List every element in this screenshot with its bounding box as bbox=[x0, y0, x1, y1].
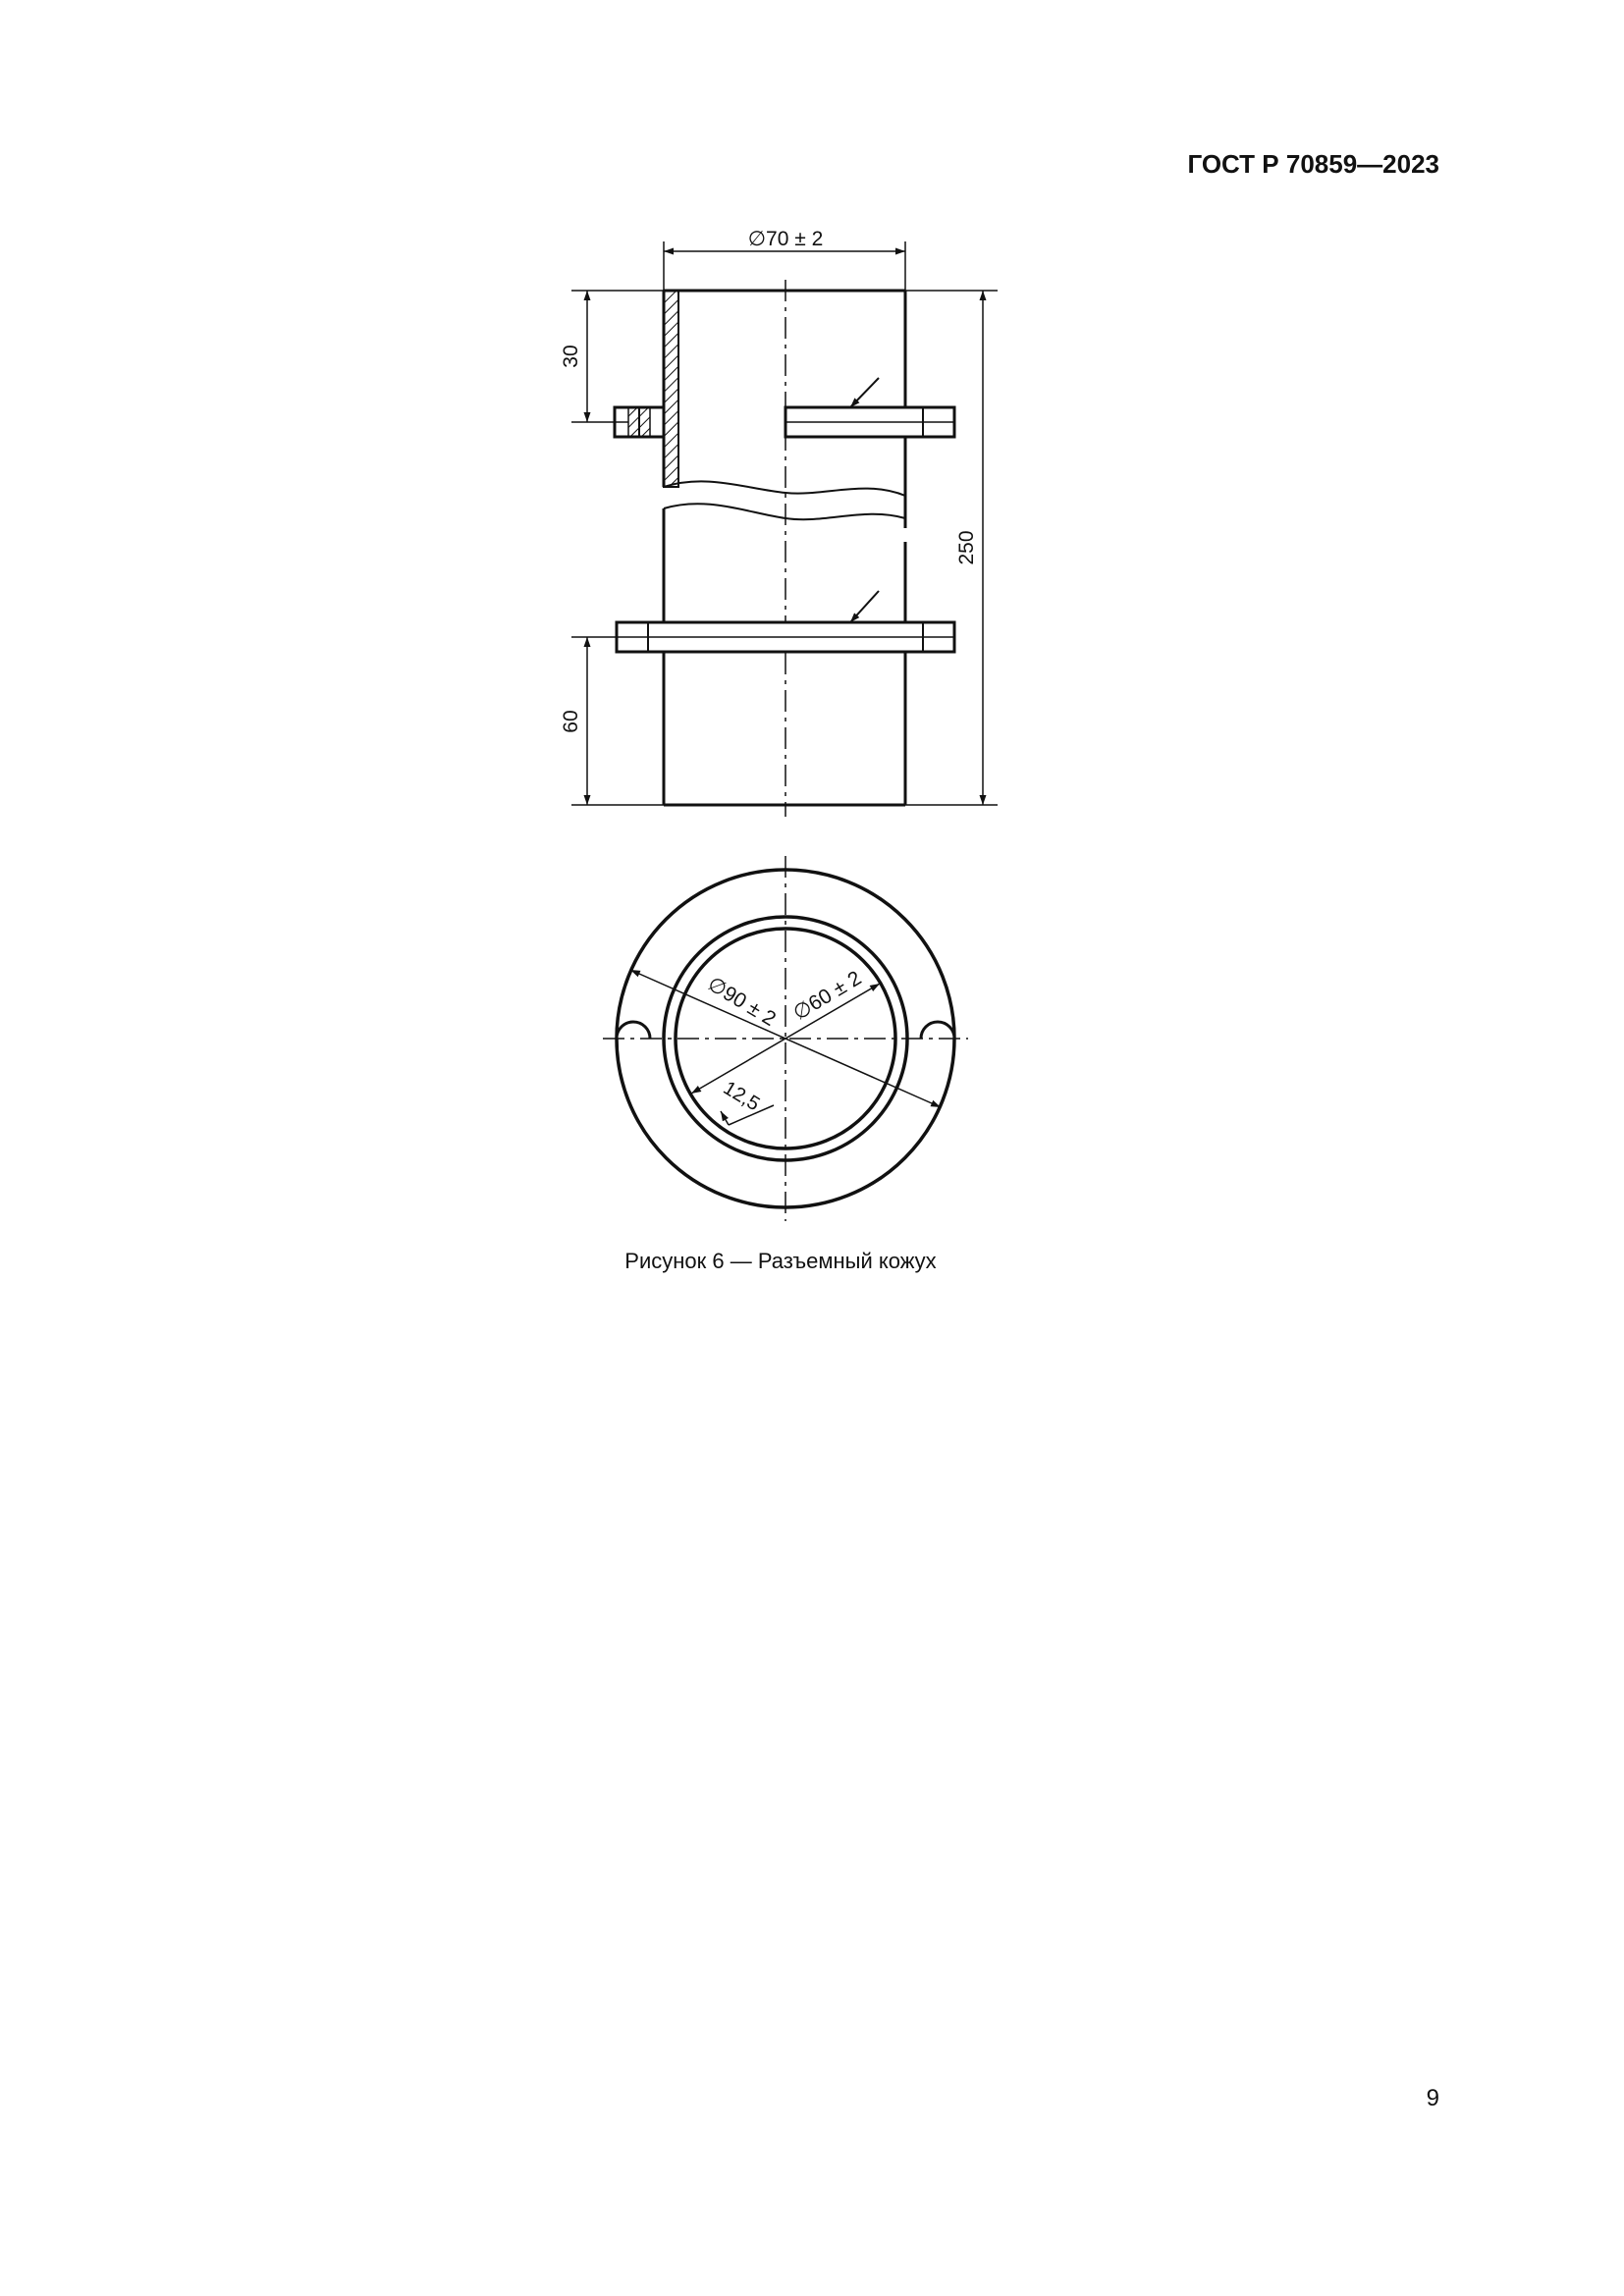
notch-left bbox=[617, 1022, 650, 1039]
break-line-lower bbox=[664, 504, 905, 519]
side-view bbox=[571, 241, 998, 817]
notch-right bbox=[921, 1022, 954, 1039]
dim-top-offset: 30 bbox=[560, 345, 582, 368]
dim-total-height: 250 bbox=[955, 530, 978, 565]
dim-outer-width: ∅70 ± 2 bbox=[747, 228, 824, 250]
page-number: 9 bbox=[1426, 2085, 1439, 2111]
plan-view bbox=[603, 856, 968, 1221]
standard-number: ГОСТ Р 70859—2023 bbox=[1187, 149, 1439, 179]
break-line-upper bbox=[664, 481, 905, 496]
dim-notch-radius: 12,5 bbox=[719, 1077, 764, 1116]
lower-leader bbox=[850, 591, 879, 622]
dim-ring-inner: ∅60 ± 2 bbox=[788, 966, 866, 1025]
dim-bottom-offset: 60 bbox=[560, 710, 582, 733]
figure-caption: Рисунок 6 — Разъемный кожух bbox=[624, 1249, 937, 1273]
dim-ring-outer: ∅90 ± 2 bbox=[703, 972, 781, 1031]
wall-section-hatch bbox=[664, 291, 678, 487]
upper-leader bbox=[850, 378, 879, 407]
